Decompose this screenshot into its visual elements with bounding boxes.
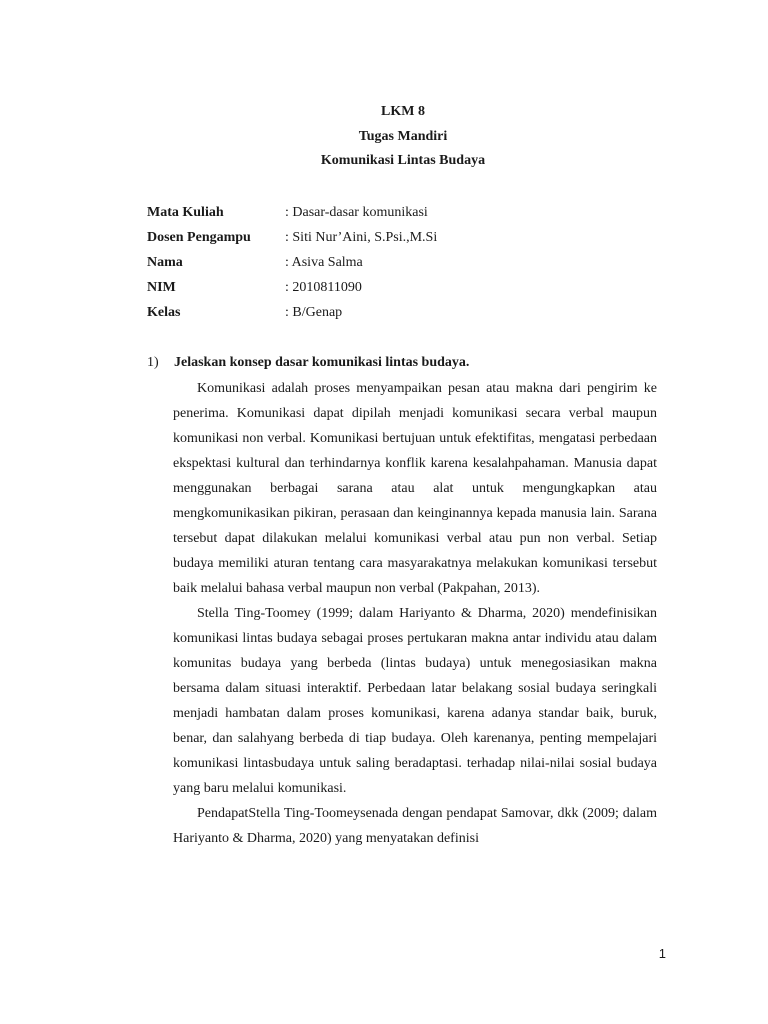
info-label: Dosen Pengampu	[147, 230, 251, 245]
paragraph: Komunikasi adalah proses menyampaikan pesan atau makna dari pengirim ke penerima. Komunikasi dapat dipilah menjadi komunikasi secara verbal maupun komunikasi non verbal. Komunikasi bertujuan untuk efektifitas, mengatasi perbedaan ekspektasi kultural dan terhindarnya konflik karena kesalahpahaman. Manusia dapat menggunakan berbagai sarana atau alat untuk mengungkapkan atau mengkomunikasikan pikiran, perasaan dan keinginannya kepada manusia lain. Sarana tersebut dapat dilakukan melalui komunikasi verbal atau pun non verbal. Setiap budaya memiliki aturan tentang cara masyarakatnya melakukan komunikasi tersebut baik melalui bahasa verbal maupun non verbal (Pakpahan, 2013).	[173, 381, 657, 596]
info-label: Mata Kuliah	[147, 205, 224, 220]
info-value: : Dasar-dasar komunikasi	[285, 205, 428, 220]
info-value: : Asiva Salma	[285, 255, 363, 270]
info-label: NIM	[147, 280, 176, 295]
question-text: Jelaskan konsep dasar komunikasi lintas budaya.	[174, 355, 470, 370]
header-title: LKM 8	[381, 104, 425, 119]
header-subtitle: Tugas Mandiri	[358, 128, 448, 144]
document-header	[0, 100, 768, 174]
info-value: : 2010811090	[285, 280, 362, 295]
header-course-title: Komunikasi Lintas Budaya	[320, 153, 486, 168]
page-number: 1	[658, 946, 666, 961]
answer-body	[173, 376, 657, 851]
info-label: Kelas	[147, 305, 181, 320]
info-value: : Siti Nur’Aini, S.Psi.,M.Si	[285, 230, 438, 245]
paragraph: PendapatStella Ting-Toomeysenada dengan pendapat Samovar, dkk (2009; dalam Hariyanto & Dharma, 2020) yang menyatakan definisi	[173, 806, 657, 846]
question-number: 1)	[147, 355, 159, 370]
info-value: : B/Genap	[285, 305, 343, 320]
info-label: Nama	[147, 255, 183, 270]
paragraph: Stella Ting-Toomey (1999; dalam Hariyanto & Dharma, 2020) mendefinisikan komunikasi lintas budaya sebagai proses pertukaran makna antar individu atau dalam komunitas budaya yang berbeda (lintas budaya) untuk menegosiasikan makna bersama dalam situasi interaktif. Perbedaan latar belakang sosial budaya seringkali menjadi hambatan dalam proses komunikasi, karena adanya standar baik, buruk, benar, dan salahyang berbeda di tiap budaya. Oleh karenanya, penting mempelajari komunikasi lintasbudaya untuk saling beradaptasi. terhadap nilai-nilai sosial budaya yang baru melalui komunikasi.	[173, 606, 657, 796]
